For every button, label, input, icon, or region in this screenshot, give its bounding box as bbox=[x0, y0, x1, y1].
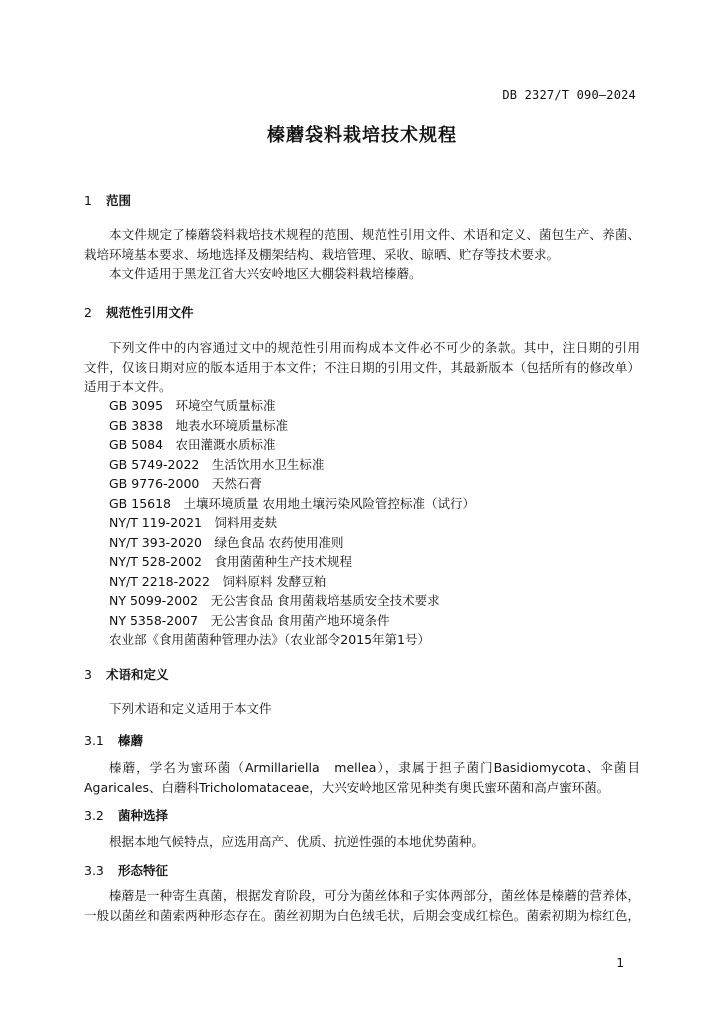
paragraph-scope-2 bbox=[84, 264, 640, 284]
subsection-heading-morphology bbox=[84, 861, 168, 879]
subsection-number: 3.1 bbox=[84, 733, 104, 748]
section-title: 术语和定义 bbox=[106, 667, 169, 682]
paragraph-line: 本文件规定了榛蘑袋料栽培技术规程的范围、规范性引用文件、术语和定义、菌包生产、养菌、 bbox=[109, 227, 640, 242]
reference-item: GB 5749-2022 生活饮用水卫生标准 bbox=[109, 456, 325, 472]
reference-item: GB 15618 土壤环境质量 农用地土壤污染风险管控标准（试行） bbox=[109, 495, 475, 511]
paragraph-scope-1 bbox=[84, 225, 640, 264]
reference-list bbox=[109, 396, 475, 650]
document-title: 榛蘑袋料栽培技术规程 bbox=[267, 125, 457, 146]
section-number: 3 bbox=[84, 667, 92, 682]
paragraph-line: 根据本地气候特点，应选用高产、优质、抗逆性强的本地优势菌种。 bbox=[109, 834, 485, 849]
section-title: 规范性引用文件 bbox=[106, 305, 194, 320]
section-heading-normative-references bbox=[84, 303, 194, 321]
subsection-number: 3.2 bbox=[84, 808, 104, 823]
paragraph-line: 文件，仅该日期对应的版本适用于本文件；不注日期的引用文件，其最新版本（包括所有的修改单） bbox=[84, 359, 640, 375]
paragraph-line: 本文件适用于黑龙江省大兴安岭地区大棚袋料栽培榛蘑。 bbox=[109, 266, 422, 281]
reference-item: GB 9776-2000 天然石膏 bbox=[109, 476, 262, 491]
paragraph-line: 榛蘑，学名为蜜环菌（Armillariella mellea），隶属于担子菌门Basidiomycota、伞菌目 bbox=[109, 760, 640, 775]
paragraph-line: 榛蘑是一种寄生真菌，根据发育阶段，可分为菌丝体和子实体两部分，菌丝体是榛蘑的营养体， bbox=[109, 888, 640, 903]
subsection-title: 榛蘑 bbox=[118, 733, 144, 748]
paragraph-line: 一般以菌丝和菌索两种形态存在。菌丝初期为白色绒毛状，后期会变成红棕色。菌索初期为棕红色， bbox=[84, 907, 640, 923]
section-number: 1 bbox=[84, 193, 92, 208]
reference-item: GB 3838 地表水环境质量标准 bbox=[109, 417, 289, 433]
subsection-heading-strain-selection bbox=[84, 806, 168, 824]
subsection-number: 3.3 bbox=[84, 863, 104, 878]
subsection-heading-hazel-mushroom bbox=[84, 731, 143, 749]
paragraph-line: Agaricales、白蘑科Tricholomataceae，大兴安岭地区常见种类有奥氏蜜环菌和高卢蜜环菌。 bbox=[84, 779, 610, 795]
reference-item: GB 3095 环境空气质量标准 bbox=[109, 398, 276, 413]
page-number: 1 bbox=[616, 956, 624, 970]
paragraph-hazel-definition bbox=[84, 758, 640, 797]
paragraph-line: 适用于本文件。 bbox=[84, 379, 172, 394]
paragraph-line: 下列术语和定义适用于本文件 bbox=[109, 701, 272, 716]
section-heading-scope bbox=[84, 191, 131, 209]
reference-item: NY/T 119-2021 饲料用麦麸 bbox=[109, 515, 277, 530]
paragraph-references-intro bbox=[84, 338, 640, 397]
document-number: DB 2327/T 090—2024 bbox=[502, 88, 636, 102]
reference-item: 农业部《食用菌菌种管理办法》（农业部令2015年第1号） bbox=[109, 632, 431, 647]
reference-item: NY/T 528-2002 食用菌菌种生产技术规程 bbox=[109, 554, 352, 569]
reference-item: NY 5358-2007 无公害食品 食用菌产地环境条件 bbox=[109, 612, 390, 628]
reference-item: NY 5099-2002 无公害食品 食用菌栽培基质安全技术要求 bbox=[109, 593, 440, 608]
paragraph-terms-intro bbox=[84, 699, 640, 719]
paragraph-morphology bbox=[84, 886, 640, 925]
section-heading-terms bbox=[84, 665, 169, 683]
section-title: 范围 bbox=[106, 193, 132, 208]
section-number: 2 bbox=[84, 305, 92, 320]
reference-item: GB 5084 农田灌溉水质标准 bbox=[109, 437, 276, 452]
subsection-title: 形态特征 bbox=[118, 863, 169, 878]
paragraph-line: 栽培环境基本要求、场地选择及棚架结构、栽培管理、采收、晾晒、贮存等技术要求。 bbox=[84, 246, 560, 262]
paragraph-strain-selection bbox=[84, 832, 640, 852]
reference-item: NY/T 393-2020 绿色食品 农药使用准则 bbox=[109, 534, 344, 550]
subsection-title: 菌种选择 bbox=[118, 808, 169, 823]
reference-item: NY/T 2218-2022 饲料原料 发酵豆粕 bbox=[109, 573, 327, 589]
paragraph-line: 下列文件中的内容通过文中的规范性引用而构成本文件必不可少的条款。其中，注日期的引用 bbox=[109, 340, 640, 355]
